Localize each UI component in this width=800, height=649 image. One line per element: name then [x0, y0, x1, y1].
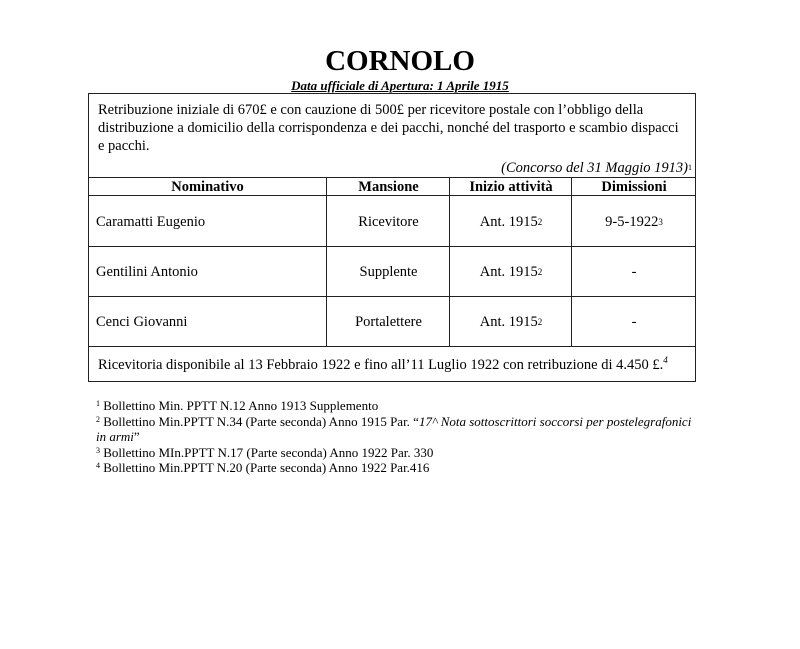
- footer-text: Ricevitoria disponibile al 13 Febbraio 1922 e fino all’11 Luglio 1922 con retribuzione di 4.450 £.: [98, 357, 664, 373]
- footnote-ref: 1: [688, 163, 692, 172]
- footnote-number: 2: [96, 414, 100, 424]
- cell-nominativo: Caramatti Eugenio: [96, 213, 206, 230]
- footnote-item: [96, 460, 696, 476]
- cell-dimissioni: 9-5-1922 3: [605, 213, 663, 230]
- inizio-value: Ant. 1915: [479, 213, 538, 230]
- column-header-dimissioni: Dimissioni: [601, 178, 667, 195]
- column-header-nominativo: Nominativo: [171, 178, 244, 195]
- dimissioni-value: -: [631, 263, 637, 280]
- page-title: CORNOLO: [325, 45, 475, 77]
- column-header-inizio: Inizio attività: [469, 178, 553, 195]
- dimissioni-value: 9-5-1922: [605, 213, 659, 230]
- inizio-value: Ant. 1915: [479, 263, 538, 280]
- cell-inizio: Ant. 1915 2: [479, 213, 543, 230]
- footnote-text: Bollettino Min.PPTT N.20 (Parte seconda) Anno 1922 Par.416: [103, 460, 430, 475]
- footnote-ref: 4: [663, 355, 668, 365]
- table-footer-note: [98, 356, 668, 374]
- footnotes: [96, 398, 696, 476]
- concorso-text: (Concorso del 31 Maggio 1913): [501, 160, 688, 176]
- concorso-reference: [501, 159, 692, 177]
- intro-paragraph: Retribuzione iniziale di 670£ e con cauzione di 500£ per ricevitore postale con l’obbligo della distribuzione a domicilio della corrispondenza e dei pacchi, nonché del trasporto e scambio dispacci e pacchi.: [98, 102, 679, 154]
- footnote-text: Bollettino Min.PPTT N.34 (Parte seconda) Anno 1915 Par. “: [103, 413, 419, 429]
- opening-date-subtitle: Data ufficiale di Apertura: 1 Aprile 1915: [291, 78, 509, 93]
- footnote-item: [96, 414, 696, 445]
- cell-mansione: Ricevitore: [358, 213, 419, 230]
- footnote-item: [96, 398, 696, 414]
- cell-inizio: Ant. 1915 2: [479, 313, 543, 330]
- footnote-item: [96, 445, 696, 461]
- footnote-text-tail: ”: [133, 429, 140, 444]
- footnote-italic-text: 17^ Nota sottoscrittori soccorsi per postelegrafonici in armi: [96, 413, 692, 444]
- footnote-number: 3: [96, 445, 100, 455]
- cell-nominativo: Cenci Giovanni: [96, 313, 188, 330]
- footnote-text: Bollettino Min. PPTT N.12 Anno 1913 Supplemento: [103, 398, 379, 413]
- cell-dimissioni: [572, 297, 696, 347]
- column-header-mansione: Mansione: [358, 178, 419, 195]
- footnote-number: 4: [96, 461, 100, 470]
- cell-mansione: Portalettere: [355, 313, 422, 330]
- inizio-value: Ant. 1915: [479, 313, 538, 330]
- footnote-text: Bollettino MIn.PPTT N.17 (Parte seconda) Anno 1922 Par. 330: [103, 444, 434, 460]
- dimissioni-value: -: [631, 313, 637, 330]
- cell-nominativo: Gentilini Antonio: [96, 263, 198, 280]
- cell-inizio: Ant. 1915 2: [479, 263, 543, 280]
- cell-mansione: Supplente: [359, 263, 418, 280]
- cell-dimissioni: [572, 247, 696, 297]
- footnote-number: 1: [96, 399, 100, 408]
